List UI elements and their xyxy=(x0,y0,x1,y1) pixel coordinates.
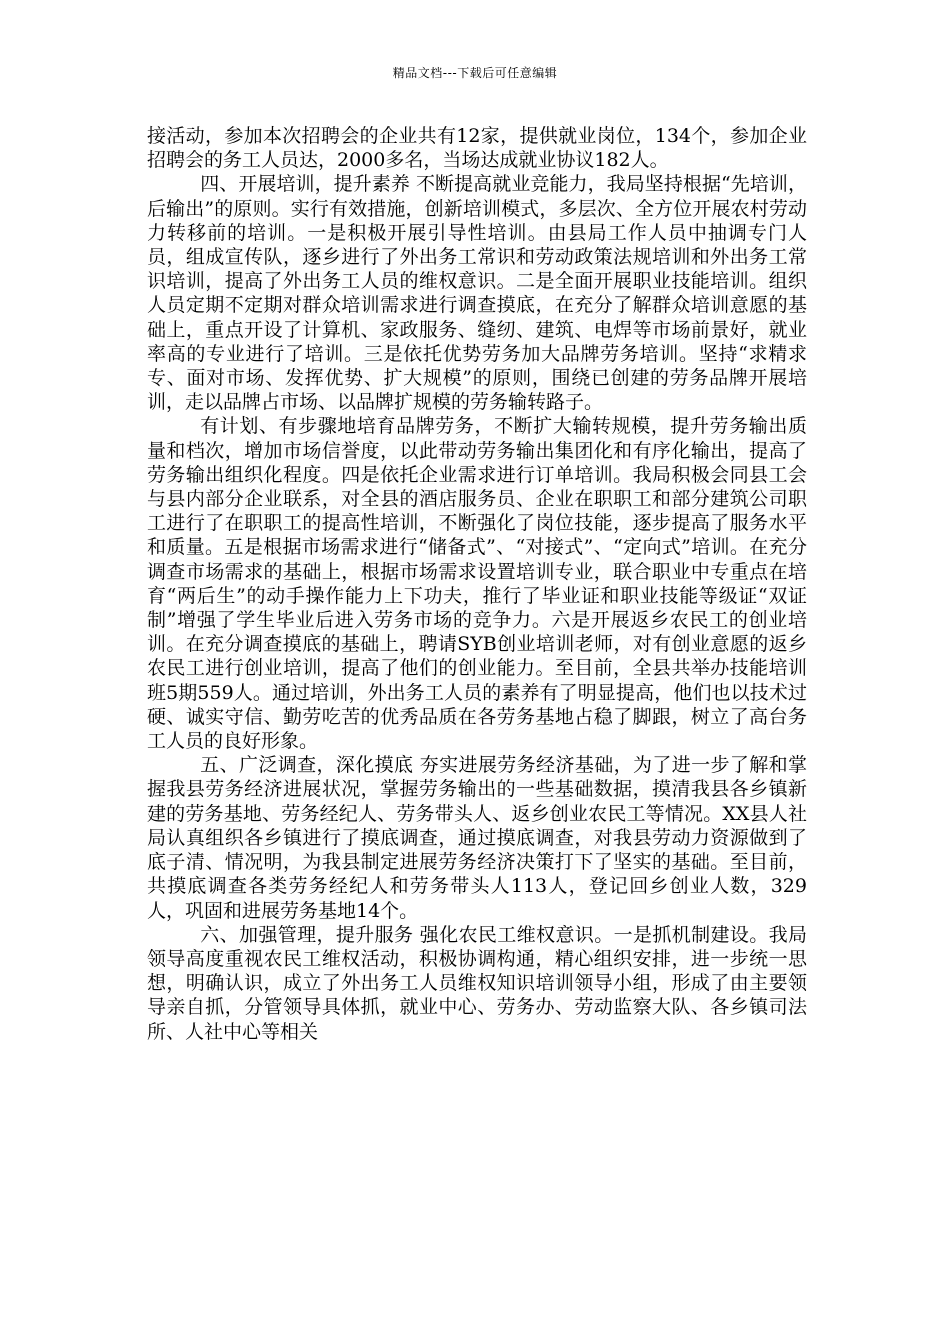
paragraph-4: 五、广泛调查，深化摸底 夯实进展劳务经济基础，为了进一步了解和掌握我县劳务经济进展状况，掌握劳务输出的一些基础数据，摸清我县各乡镇新建的劳务基地、劳务经纪人、劳务带头人、返乡创业农民工等情况。XX县人社局认真组织各乡镇进行了摸底调查，通过摸底调查，对我县劳动力资源做到了底子清、情况明，为我县制定进展劳务经济决策打下了坚实的基础。至目前，共摸底调查各类劳务经纪人和劳务带头人113人，登记回乡创业人数，329人，巩固和进展劳务基地14个。 xyxy=(147,754,807,922)
paragraph-5: 六、加强管理，提升服务 强化农民工维权意识。一是抓机制建设。我局领导高度重视农民工维权活动，积极协调构通，精心组织安排，进一步统一思想，明确认识，成立了外出务工人员维权知识培训领导小组，形成了由主要领导亲自抓，分管领导具体抓，就业中心、劳务办、劳动监察大队、各乡镇司法所、人社中心等相关 xyxy=(147,923,807,1043)
page-header: 精品文档---下载后可任意编辑 xyxy=(392,66,558,80)
paragraph-2: 四、开展培训，提升素养 不断提高就业竞能力，我局坚持根据“先培训，后输出”的原则。实行有效措施，创新培训模式，多层次、全方位开展农村劳动力转移前的培训。一是积极开展引导性培训。由县局工作人员中抽调专门人员，组成宣传队，逐乡进行了外出务工常识和劳动政策法规培训和外出务工常识培训，提高了外出务工人员的维权意识。二是全面开展职业技能培训。组织人员定期不定期对群众培训需求进行调查摸底，在充分了解群众培训意愿的基础上，重点开设了计算机、家政服务、缝纫、建筑、电焊等市场前景好，就业率高的专业进行了培训。三是依托优势劳务加大品牌劳务培训。坚持“求精求专、面对市场、发挥优势、扩大规模”的原则，围绕已创建的劳务品牌开展培训，走以品牌占市场、以品牌扩规模的劳务输转路子。 xyxy=(147,173,807,414)
document-body xyxy=(147,124,807,1044)
paragraph-1: 接活动，参加本次招聘会的企业共有12家，提供就业岗位，134个，参加企业招聘会的务工人员达，2000多名，当场达成就业协议182人。 xyxy=(147,125,807,172)
paragraph-3: 有计划、有步骤地培育品牌劳务，不断扩大输转规模，提升劳务输出质量和档次，增加市场信誉度，以此带动劳务输出集团化和有序化输出，提高了劳务输出组织化程度。四是依托企业需求进行订单培训。我局积极会同县工会与县内部分企业联系，对全县的酒店服务员、企业在职职工和部分建筑公司职工进行了在职职工的提高性培训，不断强化了岗位技能，逐步提高了服务水平和质量。五是根据市场需求进行“储备式”、“对接式”、“定向式”培训。在充分调查市场需求的基础上，根据市场需求设置培训专业，联合职业中专重点在培育“两后生”的动手操作能力上下功夫，推行了毕业证和职业技能等级证“双证制”增强了学生毕业后进入劳务市场的竞争力。六是开展返乡农民工的创业培训。在充分调查摸底的基础上，聘请SYB创业培训老师，对有创业意愿的返乡农民工进行创业培训，提高了他们的创业能力。至目前，全县共举办技能培训班5期559人。通过培训，外出务工人员的素养有了明显提高，他们也以技术过硬、诚实守信、勤劳吃苦的优秀品质在各劳务基地占稳了脚跟，树立了高台务工人员的良好形象。 xyxy=(147,415,807,753)
